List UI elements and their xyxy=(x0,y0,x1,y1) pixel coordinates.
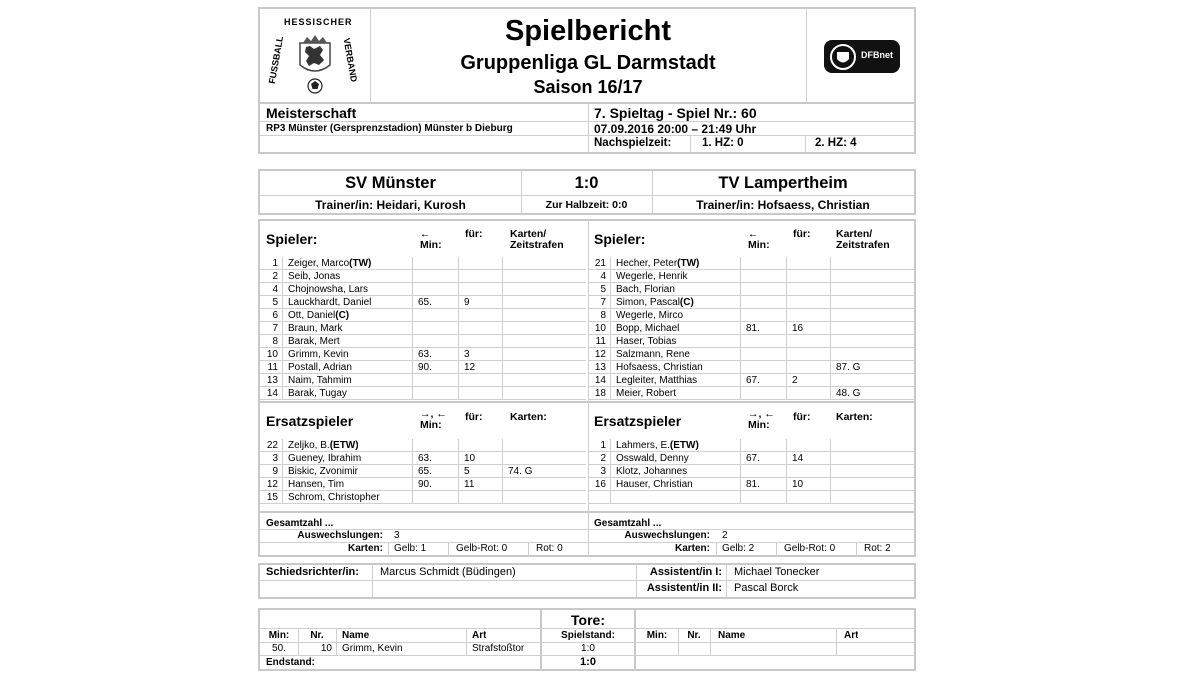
goals-name-header: Name xyxy=(342,630,370,641)
player-name xyxy=(616,296,740,309)
away-sub-cards-header: Karten: xyxy=(836,411,873,423)
matchday-label: 7. Spieltag - Spiel Nr.: 60 xyxy=(594,105,757,121)
away-yellow-total: Gelb: 2 xyxy=(722,543,755,554)
home-min-header: Min: xyxy=(420,239,442,251)
player-row xyxy=(260,452,586,465)
referee-name: Marcus Schmidt (Büdingen) xyxy=(380,566,516,578)
player-name-text: Lauckhardt, Daniel xyxy=(288,297,372,308)
competition-label: Meisterschaft xyxy=(266,105,357,121)
player-number: 18 xyxy=(594,388,606,399)
logo-text-right: VERBAND xyxy=(341,37,360,83)
home-cards-header-1: Karten/ xyxy=(510,228,547,240)
officials-box xyxy=(258,563,916,599)
away-cards-total-label: Karten: xyxy=(674,543,710,554)
player-row xyxy=(588,478,914,491)
goal-type: Strafstoßtor xyxy=(472,643,525,654)
away-arrow-sub-header: →, ← xyxy=(748,408,775,420)
player-for: 12 xyxy=(464,362,476,373)
logo-text-left: FUSSBALL xyxy=(266,35,286,85)
dfbnet-label: DFBnet xyxy=(861,50,893,60)
player-for: 11 xyxy=(464,479,475,490)
player-row xyxy=(588,361,914,374)
player-number: 1 xyxy=(272,258,278,269)
player-name xyxy=(616,335,740,348)
home-yellow-total: Gelb: 1 xyxy=(394,543,427,554)
away-goals-type-header: Art xyxy=(844,630,859,641)
away-goals-min-header: Min: xyxy=(646,630,668,641)
referee-label: Schiedsrichter/in: xyxy=(266,566,359,578)
player-name-text: Wegerle, Henrik xyxy=(616,271,688,282)
player-role-tag: (ETW) xyxy=(669,440,699,451)
player-minute: 81. xyxy=(746,323,760,334)
home-arrow-sub-header: →, ← xyxy=(420,408,447,420)
player-name xyxy=(616,322,740,335)
player-name-text: Gueney, Ibrahim xyxy=(288,453,362,464)
player-minute: 67. xyxy=(746,453,760,464)
assistant1-label: Assistent/in I: xyxy=(649,566,722,578)
away-team-name: TV Lampertheim xyxy=(718,174,848,192)
player-name-text: Legleiter, Matthias xyxy=(616,375,698,386)
player-for: 3 xyxy=(464,349,470,360)
player-for: 9 xyxy=(464,297,470,308)
away-arrow-out-header: ← xyxy=(748,228,759,240)
goal-minute: 50. xyxy=(272,643,286,654)
player-name-text: Bach, Florian xyxy=(616,284,675,295)
home-coach: Trainer/in: Heidari, Kurosh xyxy=(315,198,466,212)
player-row xyxy=(260,257,586,270)
player-name xyxy=(616,309,740,322)
player-minute: 63. xyxy=(418,453,432,464)
player-name-text: Barak, Tugay xyxy=(288,388,347,399)
second-half-extra-time: 2. HZ: 4 xyxy=(815,137,857,149)
player-row xyxy=(588,309,914,322)
player-role-tag: (ETW) xyxy=(329,440,359,451)
player-card: 87. G xyxy=(836,362,861,373)
player-name-text: Hecher, Peter xyxy=(616,258,678,269)
player-role-tag: (C) xyxy=(679,297,694,308)
player-role-tag: (TW) xyxy=(677,258,700,269)
away-subs-total-label: Auswechslungen: xyxy=(624,530,710,541)
player-number: 5 xyxy=(272,297,278,308)
away-for-header: für: xyxy=(793,228,811,240)
player-row xyxy=(260,296,586,309)
player-name xyxy=(288,348,412,361)
player-number: 1 xyxy=(600,440,606,451)
player-number: 7 xyxy=(272,323,278,334)
player-for: 14 xyxy=(792,453,804,464)
final-score-label: Endstand: xyxy=(266,657,315,668)
player-minute: 67. xyxy=(746,375,760,386)
player-number: 2 xyxy=(272,271,278,282)
player-minute: 63. xyxy=(418,349,432,360)
away-goals-nr-header: Nr. xyxy=(687,630,701,641)
player-number: 4 xyxy=(272,284,278,295)
player-name-text: Lahmers, E. xyxy=(616,440,670,451)
goals-score-header: Spielstand: xyxy=(561,630,615,641)
player-name xyxy=(616,283,740,296)
player-name xyxy=(288,335,412,348)
extra-time-label: Nachspielzeit: xyxy=(594,137,672,149)
player-row xyxy=(588,491,914,504)
home-team-name: SV Münster xyxy=(345,174,436,192)
player-row xyxy=(588,452,914,465)
player-role-tag: (C) xyxy=(335,310,350,321)
player-number: 2 xyxy=(600,453,606,464)
goals-nr-header: Nr. xyxy=(310,630,324,641)
player-number: 11 xyxy=(267,362,278,373)
player-row xyxy=(260,491,586,504)
player-name-text: Bopp, Michael xyxy=(616,323,680,334)
player-number: 12 xyxy=(594,349,606,360)
player-number: 3 xyxy=(600,466,606,477)
home-subs-total: 3 xyxy=(394,530,400,541)
player-name xyxy=(288,439,412,452)
player-number: 3 xyxy=(272,453,278,464)
player-name-text: Haser, Tobias xyxy=(616,336,677,347)
season-label: Saison 16/17 xyxy=(533,77,643,97)
player-row xyxy=(260,374,586,387)
player-name xyxy=(288,478,412,491)
away-players-header: Spieler: xyxy=(594,231,646,247)
player-name-text: Biskic, Zvonimir xyxy=(288,466,359,477)
away-yellow-red-total: Gelb-Rot: 0 xyxy=(784,543,836,554)
halftime-score: Zur Halbzeit: 0:0 xyxy=(545,199,628,211)
away-goals-name-header: Name xyxy=(718,630,746,641)
player-number: 16 xyxy=(594,479,606,490)
player-number: 8 xyxy=(272,336,278,347)
player-row xyxy=(588,270,914,283)
away-coach: Trainer/in: Hofsaess, Christian xyxy=(696,198,870,212)
player-name-text: Hansen, Tim xyxy=(288,479,345,490)
player-row xyxy=(588,296,914,309)
home-sub-for-header: für: xyxy=(465,411,483,423)
player-row xyxy=(260,283,586,296)
player-row xyxy=(588,465,914,478)
player-card: 74. G xyxy=(508,466,533,477)
player-for: 10 xyxy=(792,479,804,490)
assistant2-name: Pascal Borck xyxy=(734,582,799,594)
match-datetime: 07.09.2016 20:00 – 21:49 Uhr xyxy=(594,122,757,136)
player-name-text: Zeiger, Marco xyxy=(288,258,350,269)
player-name xyxy=(616,348,740,361)
player-number: 10 xyxy=(594,323,606,334)
player-minute: 81. xyxy=(746,479,760,490)
player-name xyxy=(288,452,412,465)
player-row xyxy=(588,322,914,335)
player-for: 5 xyxy=(464,466,470,477)
player-number: 21 xyxy=(594,258,606,269)
player-row xyxy=(588,348,914,361)
player-role-tag: (TW) xyxy=(349,258,372,269)
player-row xyxy=(260,322,586,335)
player-card: 48. G xyxy=(836,388,861,399)
logo-text-top: HESSISCHER xyxy=(284,17,353,27)
player-name-text: Schrom, Christopher xyxy=(288,492,380,503)
player-row xyxy=(588,335,914,348)
hfv-logo xyxy=(266,13,360,99)
player-row xyxy=(260,361,586,374)
player-name-text: Postall, Adrian xyxy=(288,362,352,373)
player-name-text: Grimm, Kevin xyxy=(288,349,349,360)
player-name-text: Zeljko, B. xyxy=(288,440,330,451)
player-name xyxy=(616,439,740,452)
home-yellow-red-total: Gelb-Rot: 0 xyxy=(456,543,508,554)
player-for: 10 xyxy=(464,453,476,464)
player-minute: 90. xyxy=(418,362,432,373)
match-report-sheet xyxy=(258,7,916,671)
home-sub-min-header: Min: xyxy=(420,419,442,431)
player-name xyxy=(288,322,412,335)
player-name xyxy=(288,387,412,400)
home-for-header: für: xyxy=(465,228,483,240)
dfbnet-logo xyxy=(824,40,900,73)
player-row xyxy=(588,283,914,296)
home-totals-label: Gesamtzahl ... xyxy=(266,518,334,529)
player-name-text: Wegerle, Mirco xyxy=(616,310,684,321)
player-minute: 90. xyxy=(418,479,432,490)
player-number: 14 xyxy=(266,388,278,399)
player-name xyxy=(616,374,740,387)
goal-player-name: Grimm, Kevin xyxy=(342,643,403,654)
home-arrow-out-header: ← xyxy=(420,228,431,240)
player-name xyxy=(288,374,412,387)
player-name xyxy=(616,387,740,400)
away-cards-header-1: Karten/ xyxy=(836,228,873,240)
player-name-text: Barak, Mert xyxy=(288,336,340,347)
player-for: 2 xyxy=(792,375,798,386)
player-row xyxy=(260,348,586,361)
assistant1-name: Michael Tonecker xyxy=(734,566,820,578)
player-name-text: Salzmann, Rene xyxy=(616,349,690,360)
goals-title: Tore: xyxy=(571,612,605,628)
assistant2-label: Assistent/in II: xyxy=(646,582,722,594)
player-name xyxy=(288,296,412,309)
goals-type-header: Art xyxy=(472,630,487,641)
player-name xyxy=(288,257,412,270)
player-name-text: Naim, Tahmim xyxy=(288,375,352,386)
player-name xyxy=(288,309,412,322)
goals-box xyxy=(258,608,916,671)
player-number: 10 xyxy=(266,349,278,360)
away-totals-label: Gesamtzahl ... xyxy=(594,518,662,529)
goal-player-number: 10 xyxy=(320,643,332,654)
player-name xyxy=(288,465,412,478)
dfb-emblem-icon xyxy=(828,42,858,72)
player-name-text: Klotz, Johannes xyxy=(616,466,688,477)
player-row xyxy=(260,465,586,478)
player-number: 11 xyxy=(595,336,606,347)
player-name xyxy=(616,465,740,478)
player-row xyxy=(260,478,586,491)
player-number: 9 xyxy=(272,466,278,477)
away-red-total: Rot: 2 xyxy=(864,543,891,554)
home-red-total: Rot: 0 xyxy=(536,543,563,554)
home-cards-total-label: Karten: xyxy=(347,543,383,554)
player-name-text: Chojnowsha, Lars xyxy=(288,284,369,295)
away-sub-for-header: für: xyxy=(793,411,811,423)
player-number: 13 xyxy=(266,375,278,386)
player-number: 8 xyxy=(600,310,606,321)
away-subs-header: Ersatzspieler xyxy=(594,413,682,429)
away-cards-header-2: Zeitstrafen xyxy=(836,239,890,251)
player-number: 14 xyxy=(594,375,606,386)
home-subs-total-label: Auswechslungen: xyxy=(297,530,383,541)
player-name xyxy=(616,270,740,283)
player-number: 12 xyxy=(266,479,278,490)
report-title: Spielbericht xyxy=(505,15,671,47)
goals-min-header: Min: xyxy=(268,630,290,641)
away-min-header: Min: xyxy=(748,239,770,251)
player-name-text: Simon, Pascal xyxy=(616,297,680,308)
player-row xyxy=(588,257,914,270)
player-number: 5 xyxy=(600,284,606,295)
player-row xyxy=(260,439,586,452)
match-info-box xyxy=(258,102,916,154)
player-name xyxy=(616,452,740,465)
player-name-text: Osswald, Denny xyxy=(616,453,689,464)
venue-label: RP3 Münster (Gersprenzstadion) Münster b Dieburg xyxy=(266,123,513,134)
player-number: 13 xyxy=(594,362,606,373)
player-name xyxy=(616,361,740,374)
player-name xyxy=(288,491,412,504)
player-number: 15 xyxy=(266,492,278,503)
player-name xyxy=(616,257,740,270)
home-sub-cards-header: Karten: xyxy=(510,411,547,423)
player-minute: 65. xyxy=(418,466,432,477)
player-name xyxy=(288,283,412,296)
player-row xyxy=(260,270,586,283)
home-players-header: Spieler: xyxy=(266,231,318,247)
player-row xyxy=(588,439,914,452)
lineups-box xyxy=(258,219,916,557)
player-name-text: Hofsaess, Christian xyxy=(616,362,703,373)
player-name-text: Hauser, Christian xyxy=(616,479,693,490)
league-name: Gruppenliga GL Darmstadt xyxy=(460,52,716,74)
score-box xyxy=(258,169,916,215)
player-name-text: Seib, Jonas xyxy=(288,271,341,282)
player-row xyxy=(588,387,914,400)
player-number: 4 xyxy=(600,271,606,282)
final-score: 1:0 xyxy=(580,656,596,668)
player-row xyxy=(260,335,586,348)
player-name xyxy=(288,361,412,374)
player-name xyxy=(616,478,740,491)
player-name-text: Meier, Robert xyxy=(616,388,677,399)
away-sub-min-header: Min: xyxy=(748,419,770,431)
home-subs-header: Ersatzspieler xyxy=(266,413,354,429)
player-number: 22 xyxy=(266,440,278,451)
first-half-extra-time: 1. HZ: 0 xyxy=(702,137,744,149)
goal-score: 1:0 xyxy=(581,643,595,654)
player-number: 6 xyxy=(272,310,278,321)
match-result: 1:0 xyxy=(574,174,599,192)
player-row xyxy=(260,309,586,322)
player-number: 7 xyxy=(600,297,606,308)
player-for: 16 xyxy=(792,323,804,334)
player-name-text: Ott, Daniel xyxy=(288,310,336,321)
player-row xyxy=(260,387,586,400)
player-name xyxy=(288,270,412,283)
player-name-text: Braun, Mark xyxy=(288,323,343,334)
home-cards-header-2: Zeitstrafen xyxy=(510,239,564,251)
away-subs-total: 2 xyxy=(722,530,728,541)
report-header xyxy=(258,7,916,104)
player-minute: 65. xyxy=(418,297,432,308)
player-row xyxy=(588,374,914,387)
